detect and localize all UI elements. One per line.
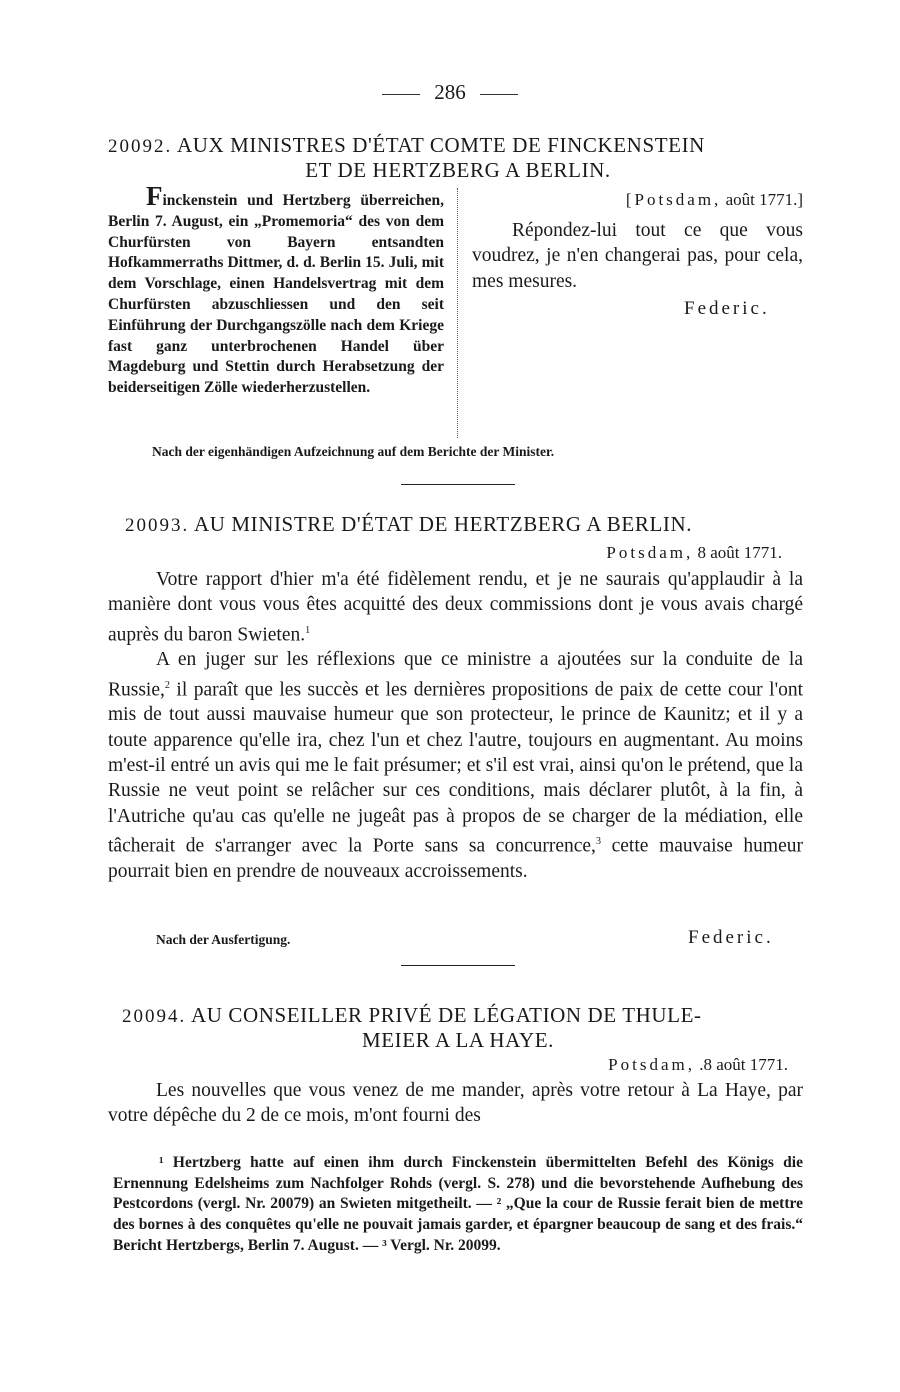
paragraph-2-text-a: A en juger sur les réflexions que ce ministre a ajoutées sur la conduite de la Russie,	[108, 649, 803, 701]
entry-title-line2: MEIER A LA HAYE.	[361, 1028, 554, 1052]
entry-title: AU MINISTRE D'ÉTAT DE HERTZBERG A BERLIN.	[193, 512, 693, 536]
entry-20092-date	[472, 190, 803, 210]
entry-20093-date	[108, 543, 782, 563]
reply-paragraph: Répondez-lui tout ce que vous voudrez, je n'en changerai pas, pour cela, mes mesures.	[472, 220, 803, 292]
entry-20093-body	[108, 567, 803, 884]
paragraph-1	[108, 567, 803, 647]
entry-number: 20092.	[108, 136, 173, 157]
reply-text	[472, 218, 803, 294]
date-place: Potsdam,	[606, 543, 694, 562]
footnote-ref: 1	[305, 624, 311, 636]
header-rule-right	[480, 94, 518, 95]
entry-20092-heading	[108, 133, 808, 159]
footnote-ref: 3	[595, 835, 601, 847]
section-divider	[401, 965, 515, 966]
summary-text: inckenstein und Hertzberg überreichen, Berlin 7. August, ein „Promemoria“ des von dem Churfürsten von Bayern entsandten Hofkammerraths Dittmer, d. d. Berlin 15. Juli, mit dem Vorschlage, einen Handelsvertrag mit dem Churfürsten abzuschliessen und den seit Einführung der Durchgangszölle nach dem Kriege fast ganz unterbrochenen Handel über Magdeburg und Stettin durch Herabsetzung der beiderseitigen Zölle wiederherzustellen.	[108, 192, 444, 397]
footnotes-text: ¹ Hertzberg hatte auf einen ihm durch Finckenstein übermittelten Befehl des Königs die Ernennung Edelsheims zum Nachfolger Rohds (vergl. S. 278) und die bevorstehende Aufhebung des Pestcordons (vergl. Nr. 20079) an Swieten mitgetheilt. — ² „Que la cour de Russie ferait bien de mettre des bornes à des conquêtes qu'elle ne pouvait jamais garder, et épargner beaucoup de sang et des frais.“ Bericht Hertzbergs, Berlin 7. August. — ³ Vergl. Nr. 20099.	[113, 1154, 803, 1254]
entry-title-line1: AUX MINISTRES D'ÉTAT COMTE DE FINCKENSTEIN	[176, 133, 705, 157]
entry-number: 20093.	[125, 515, 190, 536]
section-divider	[401, 484, 515, 485]
page-header	[0, 80, 900, 105]
signature: Federic.	[688, 927, 774, 948]
column-separator	[457, 188, 458, 438]
german-summary	[108, 181, 444, 399]
footnotes	[113, 1153, 803, 1257]
paragraph-2	[108, 647, 803, 884]
paragraph-1-text: Votre rapport d'hier m'a été fidèlement rendu, et je ne saurais qu'applaudir à la manière dont vous vous êtes acquitté des deux commissions dont je vous avais chargé auprès du baron Swieten.	[108, 569, 803, 646]
source-note: Nach der Ausfertigung.	[156, 932, 291, 947]
page-number: 286	[434, 80, 466, 104]
entry-number: 20094.	[122, 1006, 187, 1027]
date-value: .8 août 1771.	[699, 1055, 788, 1074]
entry-20094-heading	[122, 1003, 822, 1029]
date-place: [Potsdam,	[625, 190, 722, 209]
entry-20093-heading	[125, 512, 825, 538]
entry-title-line1: AU CONSEILLER PRIVÉ DE LÉGATION DE THULE-	[190, 1003, 702, 1027]
entry-20094-date	[108, 1055, 788, 1075]
paragraph-2-text-c: cette mauvaise humeur pourrait bien en prendre de nouveaux accroissements.	[108, 835, 803, 882]
header-rule-left	[382, 94, 420, 95]
date-place: Potsdam,	[608, 1055, 695, 1074]
signature: Federic.	[684, 298, 770, 319]
date-value: 8 août 1771.	[697, 543, 782, 562]
footnote-ref: 2	[164, 679, 170, 691]
date-value: août 1771.]	[725, 190, 803, 209]
summary-initial: F	[146, 181, 163, 211]
paragraph-2-text-b: il paraît que les succès et les dernières propositions de paix de cette cour l'ont mis de tout aussi mauvaise humeur que son protecteur, le prince de Kaunitz; et il y a toute apparence qu'elle ira, chez l'un et chez l'autre, toujours en augmentant. Au moins m'est-il entré un avis qui me le fait présumer; et s'il est vrai, ainsi qu'on le prétend, que la Russie ne veut point se relâcher sur ces conditions, mais déclarer plutôt, à la fin, à l'Autriche qu'au cas qu'elle ne jugeât pas à propos de se charger de la médiation, elle tâcherait de s'arranger avec la Porte sans sa concurrence,	[108, 679, 803, 857]
entry-title-line2: ET DE HERTZBERG A BERLIN.	[305, 158, 611, 182]
entry-20094-body	[108, 1078, 803, 1129]
source-note: Nach der eigenhändigen Aufzeichnung auf dem Berichte der Minister.	[152, 444, 555, 459]
paragraph-1: Les nouvelles que vous venez de me mander, après votre retour à La Haye, par votre dépêche du 2 de ce mois, m'ont fourni des	[108, 1080, 803, 1127]
